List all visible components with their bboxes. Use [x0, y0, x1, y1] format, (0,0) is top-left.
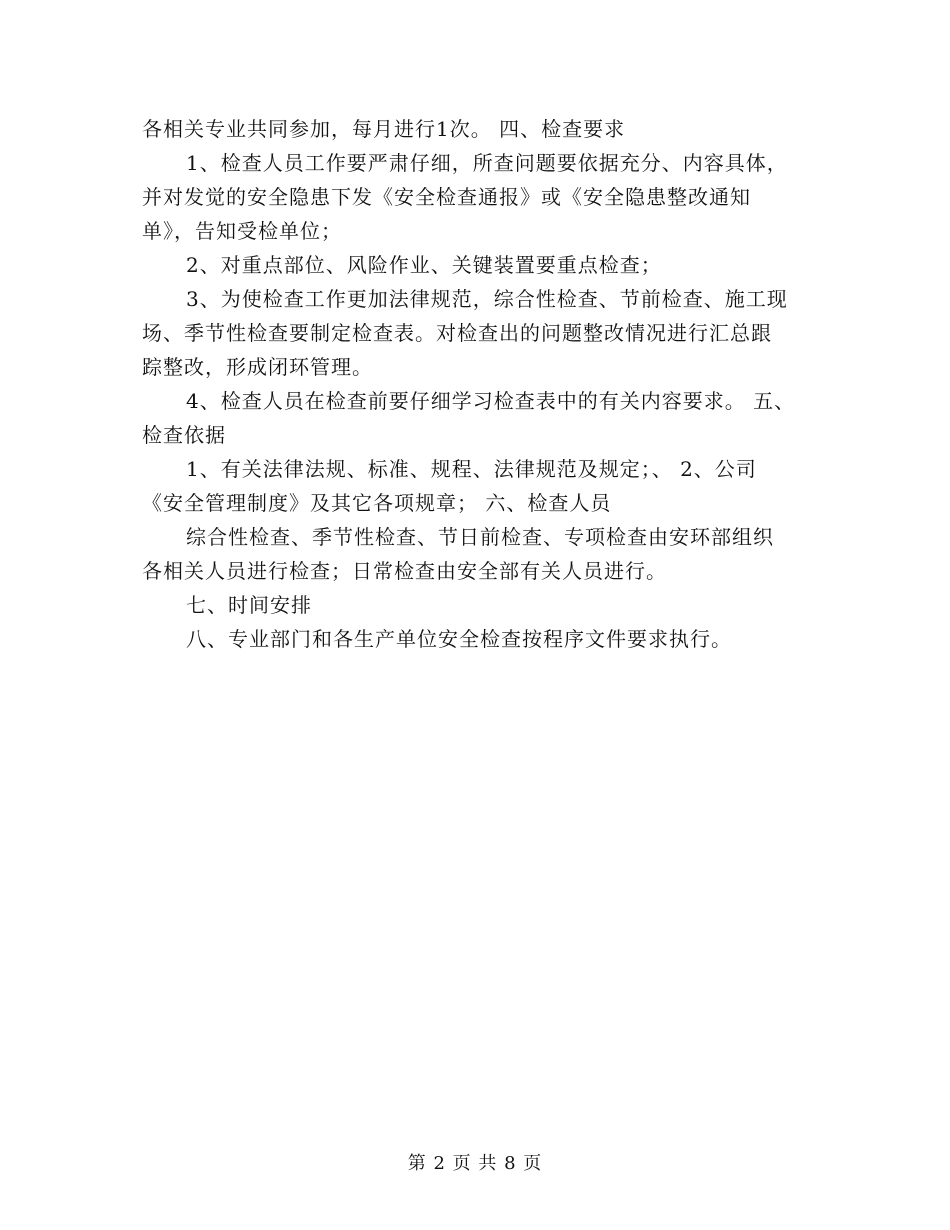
text-line: 1、有关法律法规、标准、规程、法律规范及规定；、 2、公司: [186, 457, 757, 481]
text-line: 各相关专业共同参加，每月进行1次。 四、检查要求: [142, 117, 626, 141]
text-line: 1、检查人员工作要严肃仔细，所查问题要依据充分、内容具体，: [186, 151, 788, 175]
text-line: 八、专业部门和各生产单位安全检查按程序文件要求执行。: [186, 627, 732, 651]
text-line: 并对发觉的安全隐患下发《安全检查通报》或《安全隐患整改通知: [142, 185, 751, 209]
text-line: 单》，告知受检单位；: [142, 219, 342, 243]
text-line: 七、时间安排: [186, 593, 312, 617]
page-footer: [0, 1152, 950, 1176]
text-line: 各相关人员进行检查；日常检查由安全部有关人员进行。: [142, 559, 667, 583]
text-line: 综合性检查、季节性检查、节日前检查、专项检查由安环部组织: [186, 525, 774, 549]
text-line: 3、为使检查工作更加法律规范，综合性检查、节前检查、施工现: [186, 287, 788, 311]
document-body: [142, 112, 822, 656]
text-line: 场、季节性检查要制定检查表。对检查出的问题整改情况进行汇总跟: [142, 321, 772, 345]
text-line: 《安全管理制度》及其它各项规章； 六、检查人员: [142, 491, 612, 515]
text-line: 踪整改，形成闭环管理。: [142, 355, 373, 379]
text-line: 检查依据: [142, 423, 226, 447]
text-line: 4、检查人员在检查前要仔细学习检查表中的有关内容要求。 五、: [186, 389, 796, 413]
page-number-label: 第 2 页 共 8 页: [407, 1153, 543, 1174]
text-line: 2、对重点部位、风险作业、关键装置要重点检查；: [186, 253, 662, 277]
